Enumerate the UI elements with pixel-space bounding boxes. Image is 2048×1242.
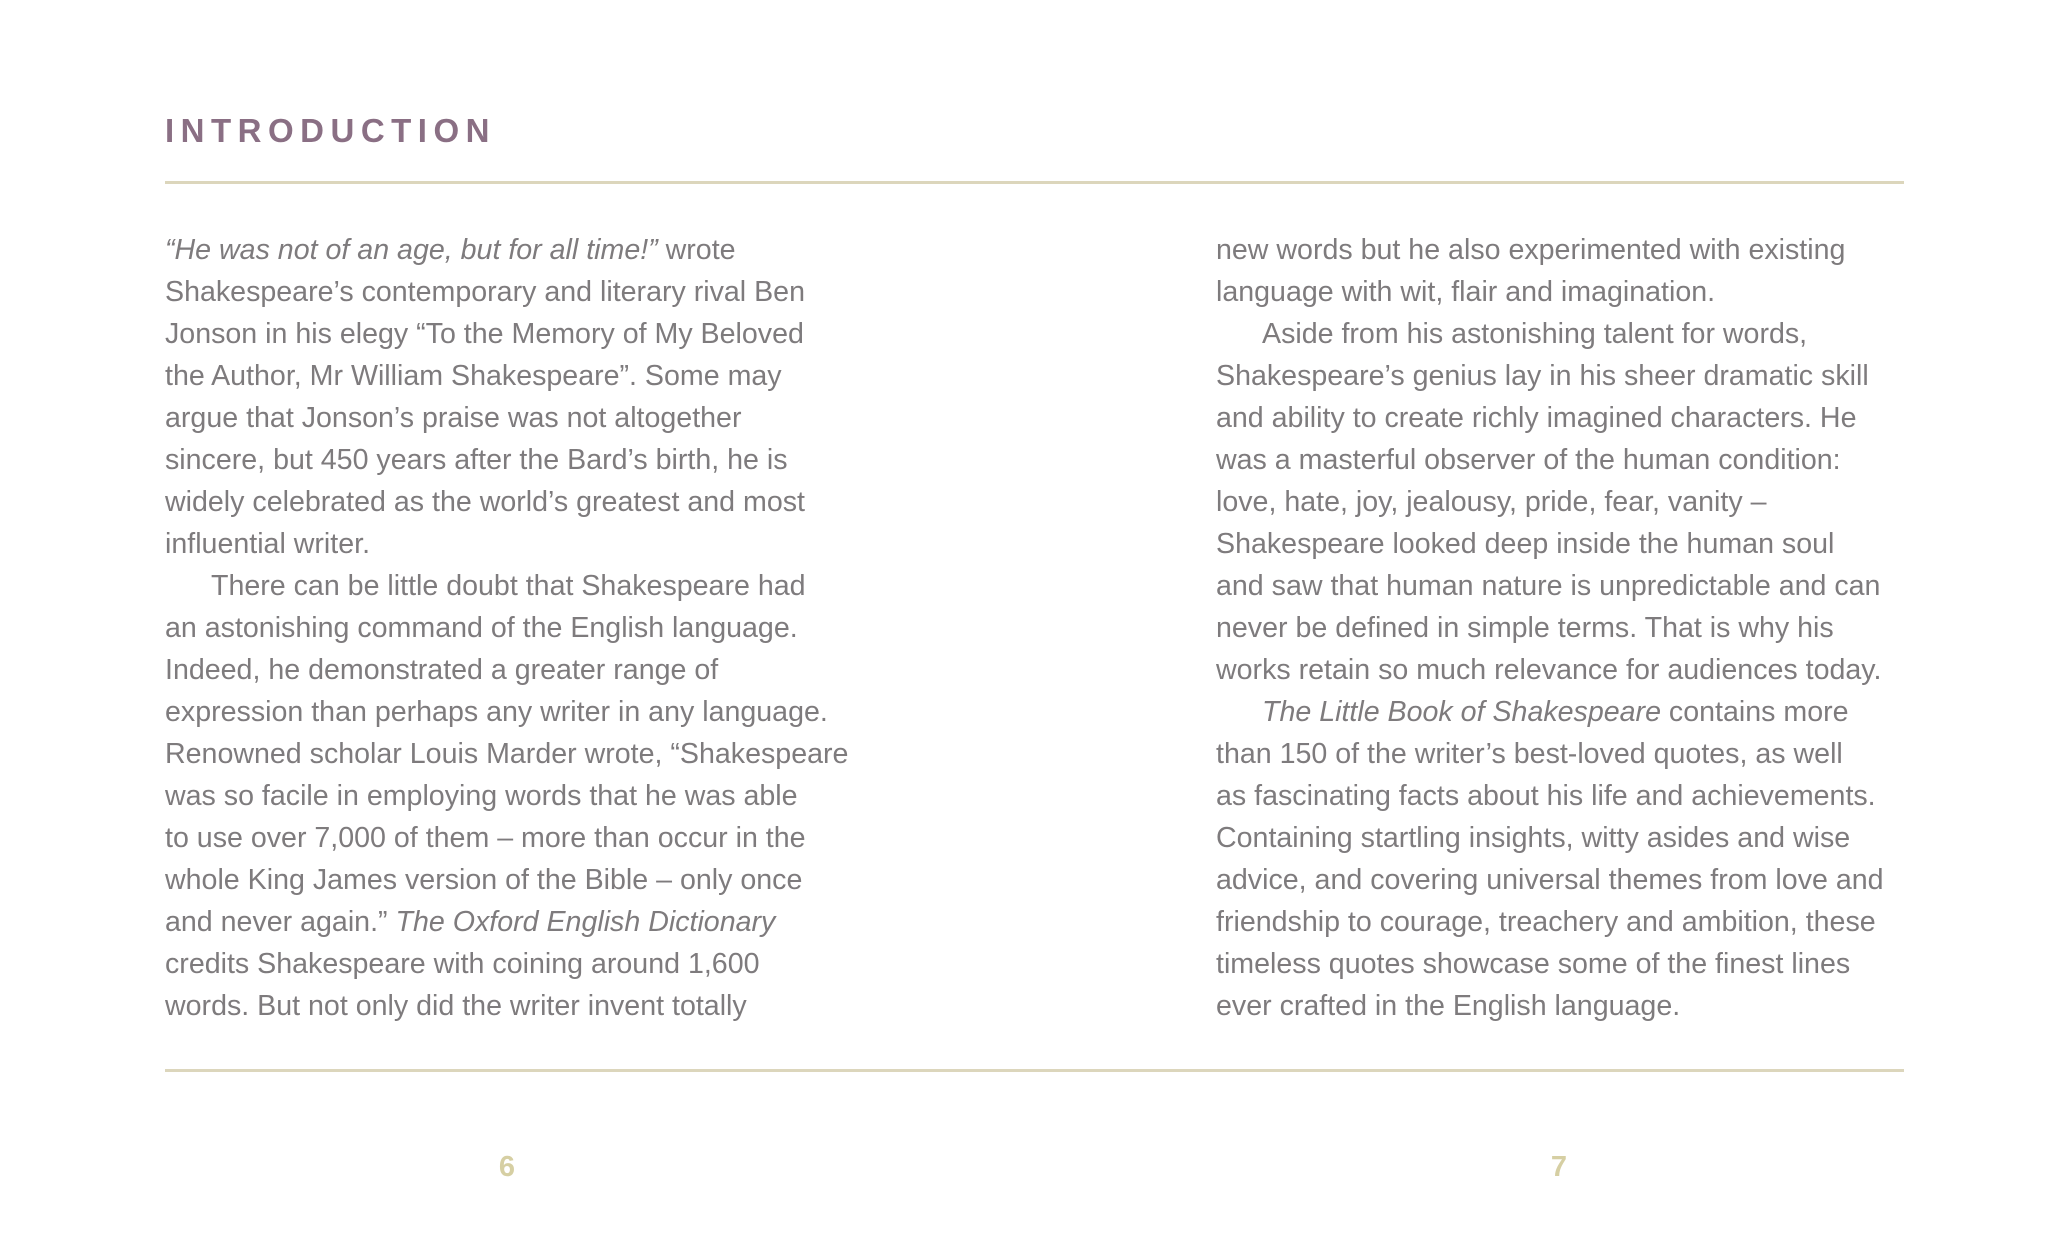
text-fragment: contains more bbox=[1660, 696, 1849, 728]
text-line: ever crafted in the English language. bbox=[1216, 990, 1681, 1022]
text-line: love, hate, joy, jealousy, pride, fear, vanity – bbox=[1216, 486, 1767, 518]
dictionary-title: The Oxford English Dictionary bbox=[395, 906, 776, 938]
text-line: credits Shakespeare with coining around 1,600 bbox=[165, 948, 760, 980]
text-line: Aside from his astonishing talent for words, bbox=[1262, 318, 1808, 350]
text-line: the Author, Mr William Shakespeare”. Some may bbox=[165, 360, 782, 392]
text-line: Shakespeare looked deep inside the human soul bbox=[1216, 528, 1835, 560]
page-number-left: 6 bbox=[498, 1151, 516, 1183]
text-line bbox=[1216, 691, 1916, 733]
text-line: Jonson in his elegy “To the Memory of My Beloved bbox=[165, 318, 804, 350]
text-line: Containing startling insights, witty asides and wise bbox=[1216, 822, 1851, 854]
right-page-column bbox=[1216, 229, 1916, 1027]
book-title: The Little Book of Shakespeare bbox=[1262, 696, 1661, 728]
text-line: than 150 of the writer’s best-loved quotes, as well bbox=[1216, 738, 1843, 770]
text-line: There can be little doubt that Shakespeare had bbox=[211, 570, 806, 602]
top-rule bbox=[165, 181, 1904, 184]
text-line: Indeed, he demonstrated a greater range of bbox=[165, 654, 719, 686]
text-line: expression than perhaps any writer in any language. bbox=[165, 696, 828, 728]
paragraph-1 bbox=[165, 229, 865, 565]
text-line: words. But not only did the writer invent totally bbox=[165, 990, 747, 1022]
paragraph-4 bbox=[1216, 691, 1916, 1027]
text-line: was so facile in employing words that he was able bbox=[165, 780, 798, 812]
text-line: was a masterful observer of the human condition: bbox=[1216, 444, 1841, 476]
left-page-column bbox=[165, 229, 865, 1027]
text-line bbox=[165, 901, 865, 943]
text-line bbox=[165, 229, 865, 271]
page-number-right: 7 bbox=[1550, 1151, 1568, 1183]
text-line: and ability to create richly imagined characters. He bbox=[1216, 402, 1857, 434]
paragraph-3 bbox=[1216, 313, 1916, 691]
text-line: widely celebrated as the world’s greatest and most bbox=[165, 486, 805, 518]
text-line: to use over 7,000 of them – more than occur in the bbox=[165, 822, 806, 854]
text-line: and saw that human nature is unpredictable and can bbox=[1216, 570, 1881, 602]
text-line: as fascinating facts about his life and achievements. bbox=[1216, 780, 1876, 812]
bottom-rule bbox=[165, 1069, 1904, 1072]
text-line: timeless quotes showcase some of the finest lines bbox=[1216, 948, 1851, 980]
text-line: influential writer. bbox=[165, 528, 371, 560]
text-line: whole King James version of the Bible – only once bbox=[165, 864, 803, 896]
text-line: advice, and covering universal themes from love and bbox=[1216, 864, 1884, 896]
text-line: new words but he also experimented with existing bbox=[1216, 234, 1846, 266]
section-heading: INTRODUCTION bbox=[165, 112, 496, 149]
text-line: works retain so much relevance for audiences today. bbox=[1216, 654, 1882, 686]
text-line: Renowned scholar Louis Marder wrote, “Shakespeare bbox=[165, 738, 849, 770]
text-line: sincere, but 450 years after the Bard’s birth, he is bbox=[165, 444, 788, 476]
text-line: Shakespeare’s genius lay in his sheer dramatic skill bbox=[1216, 360, 1869, 392]
text-line: friendship to courage, treachery and ambition, these bbox=[1216, 906, 1876, 938]
jonson-quote: “He was not of an age, but for all time!” bbox=[165, 234, 658, 266]
text-line: language with wit, flair and imagination. bbox=[1216, 276, 1716, 308]
text-line: an astonishing command of the English language. bbox=[165, 612, 798, 644]
text-line: Shakespeare’s contemporary and literary rival Ben bbox=[165, 276, 805, 308]
paragraph-continued bbox=[1216, 229, 1916, 313]
text-fragment: and never again.” bbox=[165, 906, 396, 938]
text-line: never be defined in simple terms. That is why his bbox=[1216, 612, 1834, 644]
text-fragment: wrote bbox=[657, 234, 736, 266]
text-line: argue that Jonson’s praise was not altogether bbox=[165, 402, 742, 434]
paragraph-2 bbox=[165, 565, 865, 1027]
